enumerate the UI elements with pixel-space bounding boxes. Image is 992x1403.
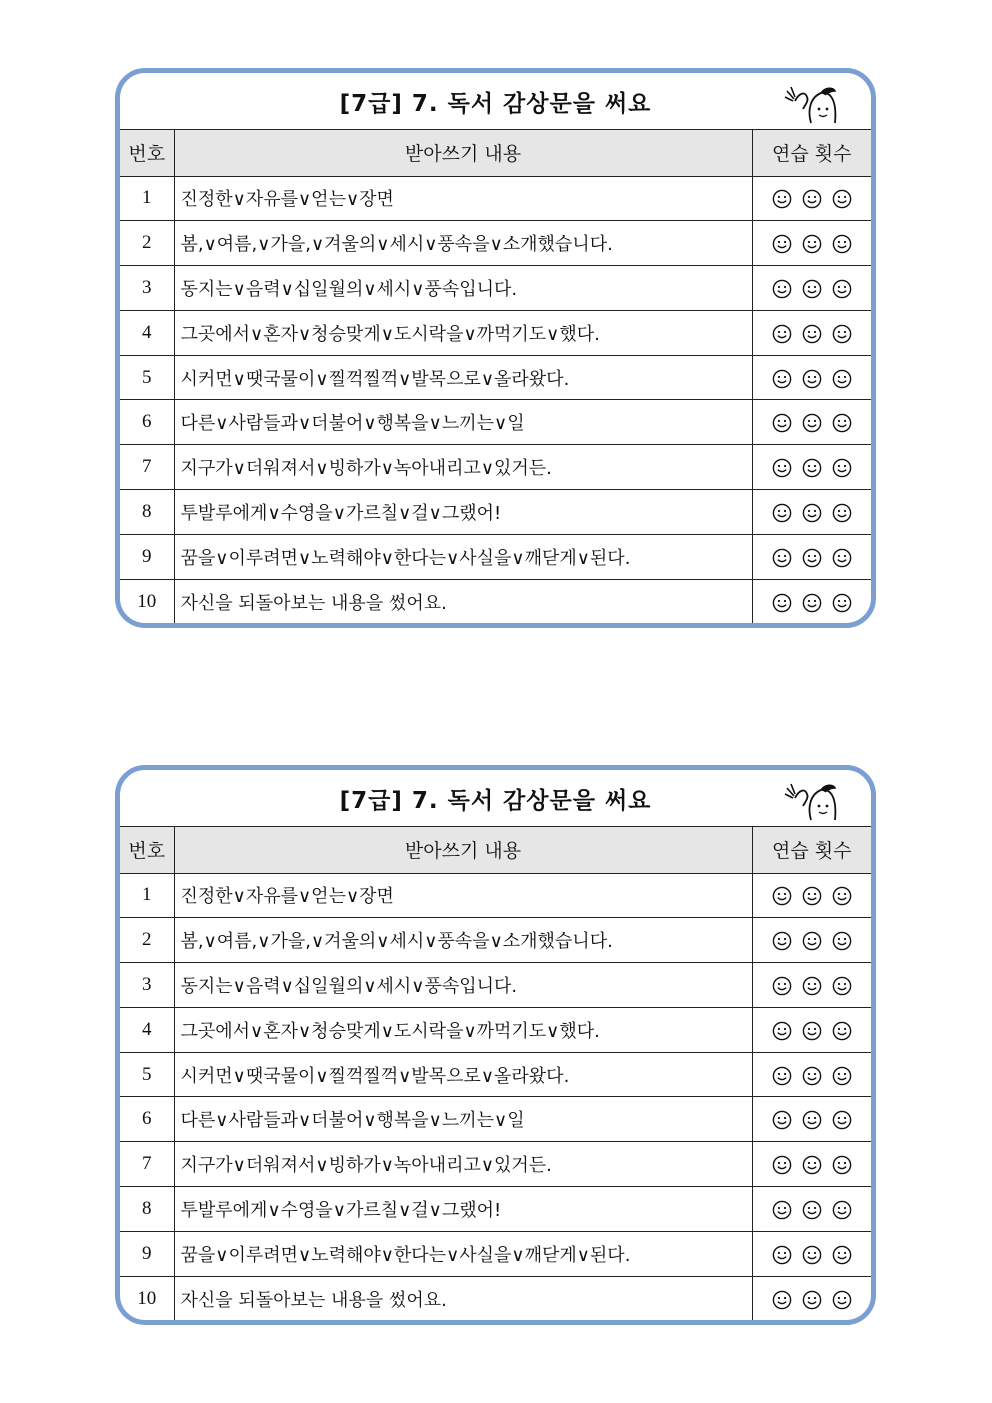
- dictation-sentence: 지구가∨더워져서∨빙하가∨녹아내리고∨있거든.: [174, 445, 752, 490]
- row-number: 5: [120, 1052, 174, 1097]
- dictation-sentence: 투발루에게∨수영을∨가르칠∨걸∨그랬어!: [174, 1187, 752, 1232]
- table-row: [120, 873, 871, 918]
- smiley-face-icon: [772, 593, 792, 613]
- card-title-text: [7급] 7. 독서 감상문을 써요: [339, 787, 652, 814]
- row-number: 8: [120, 1187, 174, 1232]
- smiley-face-icon: [772, 976, 792, 996]
- practice-marks: [752, 1142, 871, 1187]
- smiley-face-icon: [832, 189, 852, 209]
- smiley-face-icon: [802, 324, 822, 344]
- smiley-face-icon: [802, 1200, 822, 1220]
- dictation-sentence: 지구가∨더워져서∨빙하가∨녹아내리고∨있거든.: [174, 1142, 752, 1187]
- practice-marks: [752, 1052, 871, 1097]
- smiley-face-icon: [802, 548, 822, 568]
- practice-marks: [752, 221, 871, 266]
- smiley-face-icon: [772, 886, 792, 906]
- dictation-sentence: 투발루에게∨수영을∨가르칠∨걸∨그랬어!: [174, 490, 752, 535]
- header-practice-count: 연습 횟수: [752, 827, 871, 873]
- practice-marks: [752, 1187, 871, 1232]
- dictation-sentence: 그곳에서∨혼자∨청승맞게∨도시락을∨까먹기도∨했다.: [174, 1007, 752, 1052]
- table-row: [120, 355, 871, 400]
- header-number: 번호: [120, 130, 174, 176]
- table-row: [120, 1097, 871, 1142]
- dictation-sentence: 진정한∨자유를∨얻는∨장면: [174, 873, 752, 918]
- row-number: 10: [120, 579, 174, 624]
- smiley-face-icon: [802, 1155, 822, 1175]
- practice-marks: [752, 176, 871, 221]
- smiley-face-icon: [772, 1021, 792, 1041]
- dictation-sentence: 동지는∨음력∨십일월의∨세시∨풍속입니다.: [174, 963, 752, 1008]
- smiley-face-icon: [802, 593, 822, 613]
- card-title-text: [7급] 7. 독서 감상문을 써요: [339, 90, 652, 117]
- dictation-sentence: 다른∨사람들과∨더불어∨행복을∨느끼는∨일: [174, 1097, 752, 1142]
- dictation-sentence: 시커먼∨땟국물이∨찔꺽찔꺽∨발목으로∨올라왔다.: [174, 355, 752, 400]
- dictation-sentence: 자신을 되돌아보는 내용을 썼어요.: [174, 1276, 752, 1321]
- smiley-face-icon: [832, 1021, 852, 1041]
- smiley-face-icon: [832, 548, 852, 568]
- table-row: [120, 1276, 871, 1321]
- table-row: [120, 1231, 871, 1276]
- card-title: [120, 770, 871, 827]
- row-number: 6: [120, 1097, 174, 1142]
- table-row: [120, 490, 871, 535]
- smiley-face-icon: [772, 1290, 792, 1310]
- smiley-face-icon: [832, 324, 852, 344]
- smiley-face-icon: [772, 369, 792, 389]
- smiley-face-icon: [802, 369, 822, 389]
- practice-marks: [752, 1276, 871, 1321]
- row-number: 3: [120, 266, 174, 311]
- dictation-sentence: 그곳에서∨혼자∨청승맞게∨도시락을∨까먹기도∨했다.: [174, 310, 752, 355]
- smiley-face-icon: [772, 234, 792, 254]
- row-number: 3: [120, 963, 174, 1008]
- table-row: [120, 400, 871, 445]
- smiley-face-icon: [802, 1290, 822, 1310]
- dictation-table: [120, 130, 871, 624]
- dictation-sentence: 봄,∨여름,∨가을,∨겨울의∨세시∨풍속을∨소개했습니다.: [174, 918, 752, 963]
- smiley-face-icon: [832, 458, 852, 478]
- dictation-sentence: 꿈을∨이루려면∨노력해야∨한다는∨사실을∨깨닫게∨된다.: [174, 534, 752, 579]
- practice-marks: [752, 355, 871, 400]
- practice-marks: [752, 445, 871, 490]
- smiley-face-icon: [832, 1245, 852, 1265]
- table-row: [120, 1007, 871, 1052]
- row-number: 9: [120, 1231, 174, 1276]
- smiley-face-icon: [772, 413, 792, 433]
- row-number: 5: [120, 355, 174, 400]
- smiley-face-icon: [802, 458, 822, 478]
- practice-marks: [752, 1231, 871, 1276]
- practice-marks: [752, 490, 871, 535]
- smiley-face-icon: [772, 1066, 792, 1086]
- row-number: 7: [120, 445, 174, 490]
- dictation-sentence: 진정한∨자유를∨얻는∨장면: [174, 176, 752, 221]
- table-header-row: [120, 827, 871, 873]
- row-number: 2: [120, 221, 174, 266]
- practice-marks: [752, 1007, 871, 1052]
- smiley-face-icon: [772, 1155, 792, 1175]
- table-row: [120, 534, 871, 579]
- smiley-face-icon: [802, 886, 822, 906]
- smiley-face-icon: [802, 931, 822, 951]
- practice-marks: [752, 266, 871, 311]
- row-number: 4: [120, 310, 174, 355]
- table-row: [120, 579, 871, 624]
- table-header-row: [120, 130, 871, 176]
- waving-sprout-mascot-icon: [781, 780, 843, 822]
- practice-marks: [752, 579, 871, 624]
- table-row: [120, 1052, 871, 1097]
- smiley-face-icon: [772, 324, 792, 344]
- dictation-table: [120, 827, 871, 1321]
- smiley-face-icon: [832, 234, 852, 254]
- row-number: 1: [120, 176, 174, 221]
- practice-marks: [752, 400, 871, 445]
- dictation-sentence: 다른∨사람들과∨더불어∨행복을∨느끼는∨일: [174, 400, 752, 445]
- dictation-card: [115, 765, 876, 1325]
- table-row: [120, 1187, 871, 1232]
- smiley-face-icon: [832, 886, 852, 906]
- smiley-face-icon: [802, 279, 822, 299]
- smiley-face-icon: [832, 593, 852, 613]
- row-number: 6: [120, 400, 174, 445]
- smiley-face-icon: [772, 279, 792, 299]
- smiley-face-icon: [772, 548, 792, 568]
- smiley-face-icon: [802, 1110, 822, 1130]
- row-number: 7: [120, 1142, 174, 1187]
- dictation-sentence: 동지는∨음력∨십일월의∨세시∨풍속입니다.: [174, 266, 752, 311]
- smiley-face-icon: [832, 976, 852, 996]
- table-row: [120, 176, 871, 221]
- smiley-face-icon: [832, 1110, 852, 1130]
- smiley-face-icon: [832, 1066, 852, 1086]
- table-row: [120, 221, 871, 266]
- table-row: [120, 310, 871, 355]
- smiley-face-icon: [832, 279, 852, 299]
- smiley-face-icon: [802, 1021, 822, 1041]
- smiley-face-icon: [832, 1200, 852, 1220]
- smiley-face-icon: [772, 1110, 792, 1130]
- smiley-face-icon: [802, 413, 822, 433]
- smiley-face-icon: [772, 458, 792, 478]
- table-row: [120, 1142, 871, 1187]
- smiley-face-icon: [802, 976, 822, 996]
- practice-marks: [752, 1097, 871, 1142]
- smiley-face-icon: [802, 503, 822, 523]
- practice-marks: [752, 918, 871, 963]
- row-number: 4: [120, 1007, 174, 1052]
- dictation-card: [115, 68, 876, 628]
- header-content: 받아쓰기 내용: [174, 130, 752, 176]
- smiley-face-icon: [832, 1290, 852, 1310]
- row-number: 8: [120, 490, 174, 535]
- smiley-face-icon: [772, 1200, 792, 1220]
- row-number: 9: [120, 534, 174, 579]
- smiley-face-icon: [772, 931, 792, 951]
- smiley-face-icon: [832, 413, 852, 433]
- smiley-face-icon: [832, 931, 852, 951]
- smiley-face-icon: [802, 1066, 822, 1086]
- smiley-face-icon: [802, 1245, 822, 1265]
- row-number: 1: [120, 873, 174, 918]
- dictation-sentence: 봄,∨여름,∨가을,∨겨울의∨세시∨풍속을∨소개했습니다.: [174, 221, 752, 266]
- header-content: 받아쓰기 내용: [174, 827, 752, 873]
- table-row: [120, 918, 871, 963]
- dictation-sentence: 자신을 되돌아보는 내용을 썼어요.: [174, 579, 752, 624]
- practice-marks: [752, 310, 871, 355]
- smiley-face-icon: [802, 189, 822, 209]
- practice-marks: [752, 534, 871, 579]
- smiley-face-icon: [802, 234, 822, 254]
- header-number: 번호: [120, 827, 174, 873]
- table-row: [120, 445, 871, 490]
- card-title: [120, 73, 871, 130]
- row-number: 10: [120, 1276, 174, 1321]
- table-row: [120, 266, 871, 311]
- header-practice-count: 연습 횟수: [752, 130, 871, 176]
- smiley-face-icon: [772, 189, 792, 209]
- waving-sprout-mascot-icon: [781, 83, 843, 125]
- smiley-face-icon: [772, 503, 792, 523]
- smiley-face-icon: [832, 1155, 852, 1175]
- practice-marks: [752, 963, 871, 1008]
- practice-marks: [752, 873, 871, 918]
- dictation-sentence: 시커먼∨땟국물이∨찔꺽찔꺽∨발목으로∨올라왔다.: [174, 1052, 752, 1097]
- row-number: 2: [120, 918, 174, 963]
- smiley-face-icon: [832, 369, 852, 389]
- smiley-face-icon: [832, 503, 852, 523]
- table-row: [120, 963, 871, 1008]
- smiley-face-icon: [772, 1245, 792, 1265]
- dictation-sentence: 꿈을∨이루려면∨노력해야∨한다는∨사실을∨깨닫게∨된다.: [174, 1231, 752, 1276]
